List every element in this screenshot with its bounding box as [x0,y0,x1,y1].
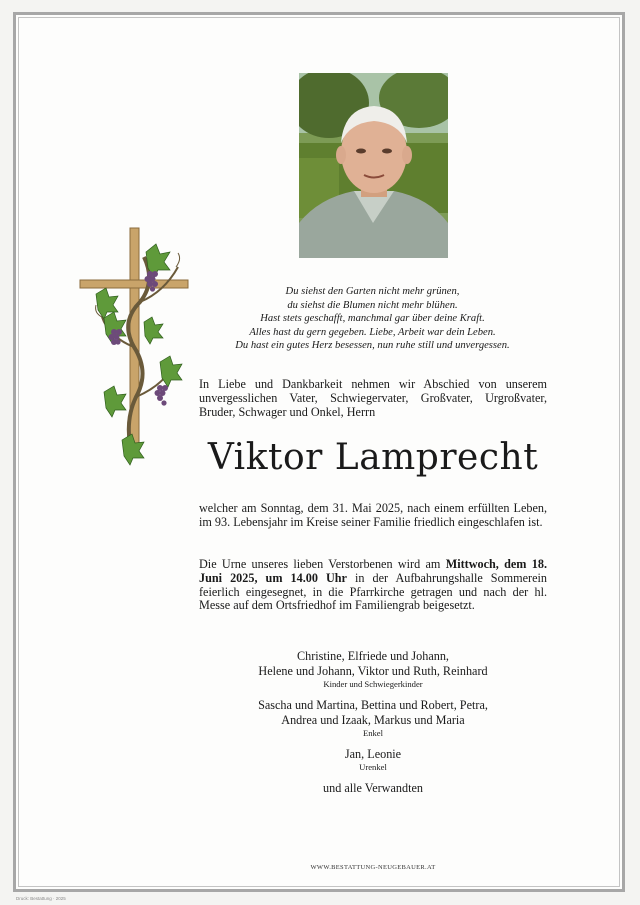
memorial-poem [200,285,545,353]
deceased-name: Viktor Lamprecht [207,437,539,478]
great-grandchildren-line: Jan, Leonie [344,747,402,761]
intro-paragraph: In Liebe und Dankbarkeit nehmen wir Abschied von unserem unvergesslichen Vater, Schwiegervater, Großvater, Urgroßvater, Bruder, Schwager und Onkel, Herrn [199,377,547,419]
funeral-paragraph [199,558,547,613]
grandchildren-label: Enkel [362,728,384,738]
grandchildren-line-1: Sascha und Martina, Bettina und Robert, Petra, [258,698,488,712]
children-label: Kinder und Schwiegerkinder [323,679,423,689]
survivors-list [199,649,547,796]
relatives-line: und alle Verwandten [323,781,423,795]
poem-line: du siehst die Blumen nicht mehr blühen. [287,299,458,311]
funeral-date-highlight: Mittwoch, dem 18. Juni 2025, um 14.00 Uhr [199,557,547,585]
poem-line: Alles hast du gern gegeben. Liebe, Arbeit war dein Leben. [249,326,496,338]
funeral-text-before: Die Urne unseres lieben Verstorbenen wird am [199,557,446,571]
cross-with-vine-illustration [74,222,194,467]
poem-line: Hast stets geschafft, manchmal gar über deine Kraft. [260,313,485,325]
print-footer: Druck: Bestattung · 2025 [16,896,66,901]
children-line-1: Christine, Elfriede und Johann, [297,649,449,663]
children-line-2: Helene und Johann, Viktor und Ruth, Reinhard [258,664,488,678]
poem-line: Du siehst den Garten nicht mehr grünen, [285,286,460,297]
poem-line: Du hast ein gutes Herz besessen, nun ruhe still und unvergessen. [235,340,510,352]
great-grandchildren-label: Urenkel [359,762,387,772]
portrait-photo [299,73,448,258]
funeral-text-after: in der Aufbahrungshalle Sommerein feierlich eingesegnet, in die Pfarrkirche getragen und nach der hl. Messe auf dem Ortsfriedhof im Familiengrab beigesetzt. [199,570,547,613]
funeral-home-website: WWW.BESTATTUNG-NEUGEBAUER.AT [310,864,436,871]
death-notice-paragraph: welcher am Sonntag, dem 31. Mai 2025, nach einem erfüllten Leben, im 93. Lebensjahr im Kreise seiner Familie friedlich eingeschlafen ist. [199,501,547,529]
grandchildren-line-2: Andrea und Izaak, Markus und Maria [281,713,465,727]
